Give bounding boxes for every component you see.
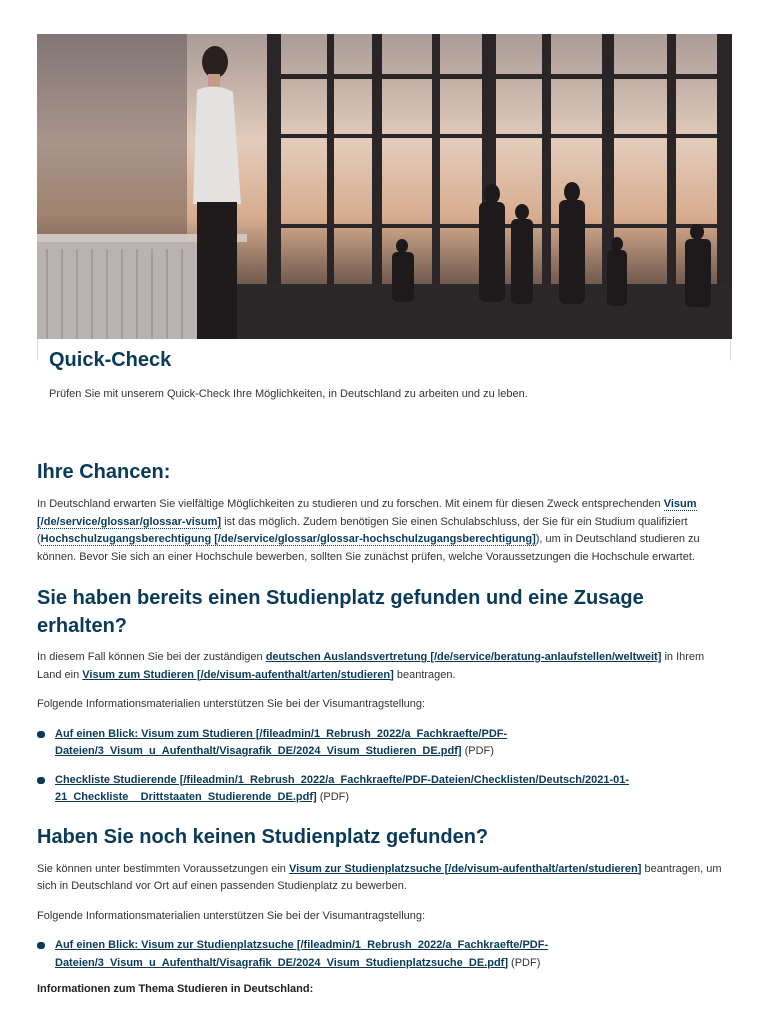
pdf-label: (PDF) <box>316 791 350 803</box>
text-chancen-2: ist das möglich. Zudem benötigen Sie einen Schulabschluss, der Sie für ein Studium qualifiziert ( <box>37 515 688 545</box>
paragraph-auslandsvertretung <box>37 649 729 684</box>
list-item <box>37 772 729 807</box>
link-visum-studienplatzsuche[interactable]: Visum zur Studienplatzsuche [/de/visum-aufenthalt/arten/studieren] <box>288 862 642 875</box>
text-suche-2: beantragen, um sich in Deutschland vor Ort auf einen passenden Studienplatz zu bewerben. <box>37 862 722 892</box>
text-zusage-2: in Ihrem Land ein <box>37 651 705 681</box>
link-auslandsvertretung[interactable]: deutschen Auslandsvertretung [/de/service/beratung-anlaufstellen/weltweit] <box>265 651 662 663</box>
heading-studienplatz-gefunden: Sie haben bereits einen Studienplatz gefunden und eine Zusage erhalten? <box>37 587 644 637</box>
quick-check-card[interactable] <box>37 339 731 417</box>
text-chancen-3: ), um in Deutschland studieren zu können. Bevor Sie sich an einer Hochschule bewerben, sollten Sie zunächst prüfen, welche Voraussetzungen die Hochschule erwartet. <box>37 533 700 563</box>
link-glossar-visum[interactable]: Visum [/de/service/glossar/glossar-visum] <box>37 498 697 528</box>
card-border-right <box>730 339 731 361</box>
list-item <box>37 726 729 761</box>
airport-window-illustration <box>37 34 732 339</box>
list-infomaterial-suche <box>37 937 729 972</box>
text-zusage-3: beantragen. <box>393 668 456 681</box>
bullet-icon <box>37 942 45 949</box>
text-zusage-1: In diesem Fall können Sie bei der zuständigen <box>37 651 266 663</box>
heading-kein-studienplatz: Haben Sie noch keinen Studienplatz gefunden? <box>37 825 489 848</box>
link-pdf-checkliste[interactable]: Checkliste Studierende [/fileadmin/1_Rebrush_2022/a_Fachkraefte/PDF-Dateien/Checklisten/Deutsch/2021-01-21_Checkliste__Drittstaaten_Studierende_DE.pdf] <box>55 773 630 803</box>
list-item <box>37 937 729 972</box>
heading-ihre-chancen: Ihre Chancen: <box>37 461 171 483</box>
quick-check-text: Prüfen Sie mit unserem Quick-Check Ihre Möglichkeiten, in Deutschland zu arbeiten und zu leben. <box>49 388 528 400</box>
link-visum-studieren[interactable]: Visum zum Studieren [/de/visum-aufenthalt/arten/studieren] <box>82 668 394 681</box>
text-suche-1: Sie können unter bestimmten Voraussetzungen ein <box>37 862 289 875</box>
paragraph-infomaterial: Folgende Informationsmaterialien unterstützen Sie bei der Visumantragstellung: <box>37 698 426 710</box>
pdf-label: (PDF) <box>508 956 541 969</box>
link-pdf-studienplatzsuche[interactable]: Auf einen Blick: Visum zur Studienplatzsuche [/fileadmin/1_Rebrush_2022/a_Fachkraefte/PDF-Dateien/3_Visum_u_Aufenthalt/Visagrafik_DE/2024_Visum_Studienplatzsuche_DE.pdf] <box>55 939 549 969</box>
card-border-left <box>37 339 38 361</box>
paragraph-chancen <box>37 496 729 566</box>
list-infomaterial-studieren <box>37 726 729 807</box>
quick-check-title[interactable]: Quick-Check <box>49 349 172 371</box>
text-chancen-1: In Deutschland erwarten Sie vielfältige Möglichkeiten zu studieren und zu forschen. Mit einem für diesen Zweck entsprechenden <box>37 498 664 510</box>
link-glossar-hzb[interactable]: Hochschulzugangsberechtigung [/de/service/glossar/glossar-hochschulzugangsberechtigung] <box>40 533 536 545</box>
paragraph-infomaterial-2: Folgende Informationsmaterialien unterstützen Sie bei der Visumantragstellung: <box>37 909 426 922</box>
hero-image <box>37 34 732 339</box>
pdf-label: (PDF) <box>461 745 494 757</box>
bullet-icon <box>37 731 45 738</box>
link-pdf-visum-studieren[interactable]: Auf einen Blick: Visum zum Studieren [/fileadmin/1_Rebrush_2022/a_Fachkraefte/PDF-Dateien/3_Visum_u_Aufenthalt/Visagrafik_DE/2024_Visum_Studieren_DE.pdf] <box>55 727 508 757</box>
paragraph-informationen-studieren: Informationen zum Thema Studieren in Deutschland: <box>37 983 314 995</box>
main-content <box>37 458 729 999</box>
bullet-icon <box>37 777 45 784</box>
paragraph-studienplatzsuche <box>37 861 729 896</box>
